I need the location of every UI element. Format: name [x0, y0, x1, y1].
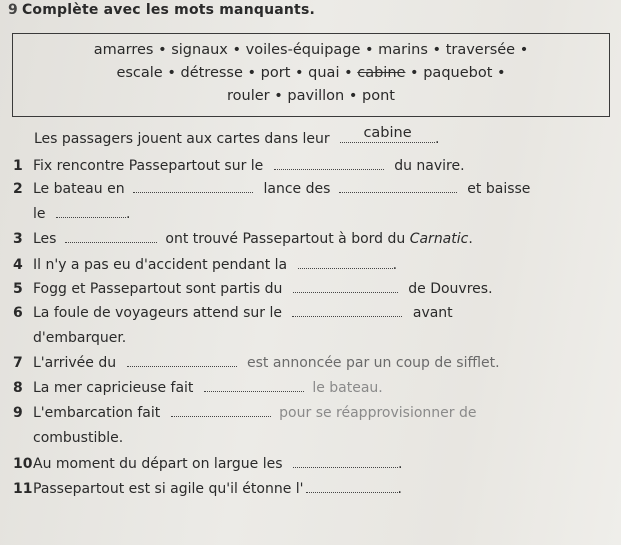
question-number: 4 — [13, 257, 23, 273]
example-end: . — [435, 131, 440, 147]
question-2-continued — [33, 205, 130, 222]
question-number: 5 — [13, 281, 23, 297]
question-end: . — [392, 257, 398, 273]
question-text: Les — [33, 231, 57, 247]
question-number: 11 — [13, 481, 33, 497]
question-text: L'arrivée du — [33, 355, 117, 371]
question-text: le — [33, 206, 46, 222]
question-number: 3 — [13, 231, 23, 247]
answer-blank[interactable] — [293, 280, 398, 293]
question-text: La foule de voyageurs attend sur le — [33, 305, 282, 321]
question-text: avant — [412, 305, 453, 321]
question-number: 8 — [13, 380, 23, 396]
question-text: ont trouvé Passepartout à bord du — [165, 231, 410, 247]
answer-blank[interactable] — [298, 256, 393, 269]
question-text: Passepartout est si agile qu'il étonne l' — [33, 481, 304, 497]
question-number: 1 — [13, 158, 23, 174]
answer-blank[interactable] — [133, 180, 253, 193]
word-bank-line-1: amarres • signaux • voiles-équipage • marins • traversée • — [93, 42, 529, 58]
exercise-number: 9 — [8, 2, 18, 18]
question-7 — [13, 354, 500, 371]
answer-blank[interactable] — [204, 379, 304, 392]
answer-blank[interactable] — [293, 455, 398, 468]
question-6-continued: d'embarquer. — [33, 330, 127, 346]
example-text: Les passagers jouent aux cartes dans leur — [34, 131, 330, 147]
question-10 — [13, 455, 402, 472]
answer-blank[interactable] — [171, 404, 271, 417]
word-bank-line-2 — [13, 65, 609, 81]
question-number: 9 — [13, 405, 23, 421]
word-bank-struck-word: cabine — [357, 65, 406, 81]
example-blank[interactable] — [340, 125, 435, 143]
word-bank-line-2-start: escale • détresse • port • quai • — [116, 65, 358, 81]
exercise-title — [8, 2, 315, 18]
question-number: 10 — [13, 456, 33, 472]
question-9-continued: combustible. — [33, 430, 124, 446]
question-text: est annoncée par un coup de sifflet. — [247, 355, 500, 371]
question-11 — [13, 480, 402, 497]
question-text: Le bateau en — [33, 181, 125, 197]
word-bank-line-3: rouler • pavillon • pont — [227, 88, 395, 104]
question-text: La mer capricieuse fait — [33, 380, 194, 396]
question-2 — [13, 180, 530, 197]
question-text: et baisse — [467, 181, 531, 197]
question-8 — [13, 379, 383, 396]
question-number: 2 — [13, 181, 23, 197]
word-bank-box — [12, 33, 610, 117]
answer-blank[interactable] — [274, 157, 384, 170]
question-text: Au moment du départ on largue les — [33, 456, 283, 472]
question-text: le bateau. — [312, 380, 383, 396]
exercise-instruction: Complète avec les mots manquants. — [21, 2, 316, 18]
question-text: de Douvres. — [408, 281, 493, 297]
question-3 — [13, 230, 473, 247]
question-1 — [13, 157, 465, 174]
answer-blank[interactable] — [65, 230, 157, 243]
example-answer: cabine — [363, 125, 412, 141]
word-bank-line-2-end: • paquebot • — [405, 65, 506, 81]
answer-blank[interactable] — [56, 205, 126, 218]
question-text: du navire. — [394, 158, 465, 174]
question-text: lance des — [263, 181, 331, 197]
question-6 — [13, 304, 453, 321]
answer-blank[interactable] — [292, 304, 402, 317]
answer-blank[interactable] — [339, 180, 457, 193]
question-end: . — [468, 231, 473, 247]
question-text: Fix rencontre Passepartout sur le — [33, 158, 264, 174]
example-sentence — [34, 125, 440, 147]
answer-blank[interactable] — [127, 354, 237, 367]
question-number: 7 — [13, 355, 23, 371]
ship-name: Carnatic — [409, 231, 469, 247]
question-end: . — [125, 206, 131, 222]
question-end: . — [397, 456, 403, 472]
question-text: L'embarcation fait — [33, 405, 161, 421]
question-text: pour se réapprovisionner de — [279, 405, 477, 421]
question-text: Fogg et Passepartout sont partis du — [33, 281, 283, 297]
question-9 — [13, 404, 476, 421]
question-end: . — [397, 481, 402, 497]
question-text: Il n'y a pas eu d'accident pendant la — [33, 257, 288, 273]
question-4 — [13, 256, 397, 273]
answer-blank[interactable] — [306, 480, 398, 493]
question-number: 6 — [13, 305, 23, 321]
question-5 — [13, 280, 493, 297]
